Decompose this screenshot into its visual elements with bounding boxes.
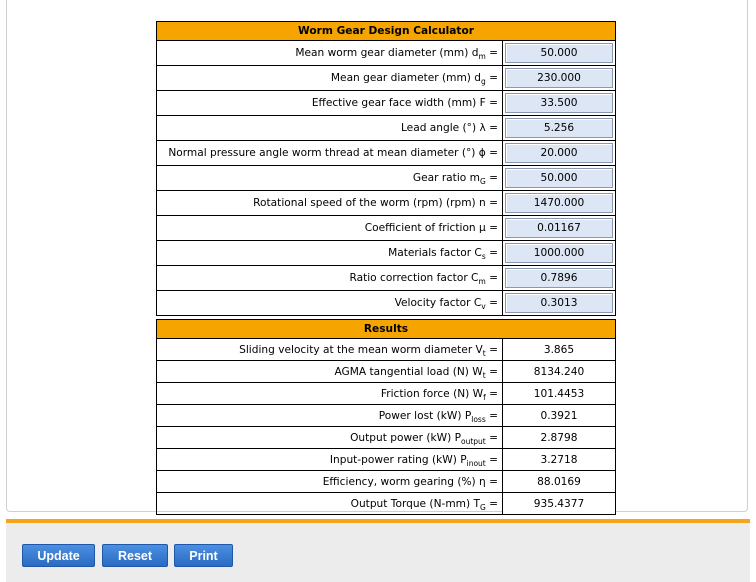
field-label: Sliding velocity at the mean worm diameter $V_t$ =: [157, 339, 503, 361]
input-field[interactable]: 1470.000: [505, 193, 613, 213]
field-label: Output Torque (N-mm) $T_G$ =: [157, 493, 503, 515]
result-value: 101.4453: [503, 383, 616, 405]
input-row: [157, 216, 616, 241]
results-title: Results: [157, 320, 616, 339]
input-field[interactable]: 0.01167: [505, 218, 613, 238]
calculator-title: Worm Gear Design Calculator: [157, 22, 616, 41]
input-row: [157, 41, 616, 66]
result-row: [157, 493, 616, 515]
input-field[interactable]: 33.500: [505, 93, 613, 113]
result-row: [157, 471, 616, 493]
result-value: 3.865: [503, 339, 616, 361]
input-row: [157, 241, 616, 266]
field-label: Coefficient of friction μ =: [157, 216, 503, 241]
input-field[interactable]: 230.000: [505, 68, 613, 88]
input-field[interactable]: 0.7896: [505, 268, 613, 288]
field-label: Normal pressure angle worm thread at mean diameter (°) ϕ =: [157, 141, 503, 166]
field-label: Power lost (kW) $P_{loss}$ =: [157, 405, 503, 427]
input-row: [157, 141, 616, 166]
input-row: [157, 66, 616, 91]
result-value: 2.8798: [503, 427, 616, 449]
input-row: [157, 291, 616, 316]
input-row: [157, 116, 616, 141]
input-field[interactable]: 50.000: [505, 168, 613, 188]
result-row: [157, 427, 616, 449]
input-row: [157, 266, 616, 291]
action-bar: [6, 519, 750, 582]
field-label: Gear ratio $m_G$ =: [157, 166, 503, 191]
input-row: [157, 191, 616, 216]
field-label: Efficiency, worm gearing (%) η =: [157, 471, 503, 493]
input-field[interactable]: 20.000: [505, 143, 613, 163]
field-label: Output power (kW) $P_{output}$ =: [157, 427, 503, 449]
input-field[interactable]: 1000.000: [505, 243, 613, 263]
calculator-table: [156, 21, 616, 515]
field-label: Ratio correction factor $C_m$ =: [157, 266, 503, 291]
result-value: 0.3921: [503, 405, 616, 427]
field-label: Velocity factor $C_v$ =: [157, 291, 503, 316]
input-field[interactable]: 5.256: [505, 118, 613, 138]
input-row: [157, 91, 616, 116]
field-label: Rotational speed of the worm (rpm) (rpm) n =: [157, 191, 503, 216]
result-row: [157, 449, 616, 471]
update-button[interactable]: Update: [22, 544, 95, 567]
field-label: Mean worm gear diameter (mm) $d_m$ =: [157, 41, 503, 66]
field-label: Mean gear diameter (mm) $d_g$ =: [157, 66, 503, 91]
print-button[interactable]: Print: [174, 544, 233, 567]
field-label: Friction force (N) $W_f$ =: [157, 383, 503, 405]
result-row: [157, 405, 616, 427]
field-label: Input-power rating (kW) $P_{inout}$ =: [157, 449, 503, 471]
result-value: 8134.240: [503, 361, 616, 383]
field-label: Lead angle (°) λ =: [157, 116, 503, 141]
field-label: AGMA tangential load (N) $W_t$ =: [157, 361, 503, 383]
result-row: [157, 361, 616, 383]
result-row: [157, 339, 616, 361]
field-label: Effective gear face width (mm) F =: [157, 91, 503, 116]
field-label: Materials factor $C_s$ =: [157, 241, 503, 266]
reset-button[interactable]: Reset: [102, 544, 168, 567]
calculator-header: [157, 22, 616, 41]
results-header: [157, 320, 616, 339]
calculator-panel: [6, 0, 748, 512]
result-row: [157, 383, 616, 405]
result-value: 88.0169: [503, 471, 616, 493]
input-field[interactable]: 50.000: [505, 43, 613, 63]
result-value: 3.2718: [503, 449, 616, 471]
input-row: [157, 166, 616, 191]
input-field[interactable]: 0.3013: [505, 293, 613, 313]
result-value: 935.4377: [503, 493, 616, 515]
